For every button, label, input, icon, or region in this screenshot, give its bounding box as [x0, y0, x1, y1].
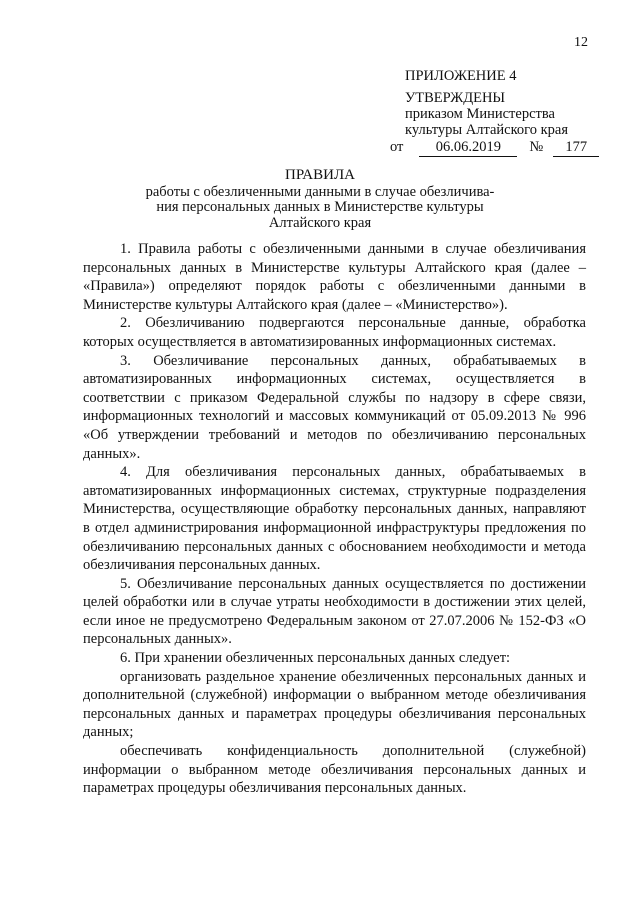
- paragraph-2: 2. Обезличиванию подвергаются персональные данные, обработка которых осуществляется в автоматизированных информационных системах.: [83, 315, 586, 350]
- order-date: 06.06.2019: [419, 139, 517, 157]
- title-line-3: Алтайского края: [268, 214, 372, 231]
- approved-label: УТВЕРЖДЕНЫ: [405, 90, 506, 106]
- paragraph-7: организовать раздельное хранение обезличенных персональных данных и дополнительной (служебной) информации о выбранном методе обезличивания персональных данных и параметрах процедуры обезличивания персональных данных;: [83, 668, 586, 741]
- paragraph-6: 6. При хранении обезличенных персональных данных следует:: [120, 650, 511, 667]
- title-line-1: работы с обезличенными данными в случае обезличива-: [145, 183, 495, 200]
- order-line-1: приказом Министерства: [405, 106, 555, 122]
- document-body: [83, 240, 586, 798]
- paragraph-1: 1. Правила работы с обезличенными данными в случае обезличивания персональных данных в Министерстве культуры Алтайского края (далее – «Правила») определяют порядок работы с обезличенными данными в Министерстве культуры Алтайского края (далее – «Министерство»).: [83, 241, 586, 313]
- annex-label: ПРИЛОЖЕНИЕ 4: [405, 68, 517, 84]
- page-number: 12: [574, 35, 588, 50]
- order-date-number: [390, 139, 599, 157]
- title-line-2: ния персональных данных в Министерстве культуры: [156, 199, 484, 215]
- order-line-2: культуры Алтайского края: [405, 122, 569, 138]
- order-number: 177: [553, 139, 599, 157]
- annex-block: [405, 68, 568, 138]
- title-heading: ПРАВИЛА: [285, 167, 355, 183]
- paragraph-4: 4. Для обезличивания персональных данных, обрабатываемых в автоматизированных информационных системах, структурные подразделения Министерства, осуществляющие обработку персональных данных, направляют в отдел администрирования информационной инфраструктуры предложения по обезличиванию персональных данных с обоснованием необходимости и метода обезличивания персональных данных.: [83, 464, 586, 574]
- number-sign: №: [529, 139, 544, 155]
- document-title: [110, 168, 530, 231]
- from-label: от: [390, 139, 404, 155]
- paragraph-3: 3. Обезличивание персональных данных, обрабатываемых в автоматизированных информационных системах, осуществляется в соответствии с приказом Федеральной службы по надзору в сфере связи, информационных технологий и массовых коммуникаций от 05.09.2013 № 996 «Об утверждении требований и методов по обезличиванию персональных данных».: [83, 352, 586, 462]
- paragraph-8: обеспечивать конфиденциальность дополнительной (служебной) информации о выбранном методе обезличивания персональных данных и параметрах процедуры обезличивания персональных данных.: [83, 743, 586, 797]
- paragraph-5: 5. Обезличивание персональных данных осуществляется по достижении целей обработки или в случае утраты необходимости в достижении этих целей, если иное не предусмотрено Федеральным законом от 27.07.2006 № 152-ФЗ «О персональных данных».: [83, 575, 586, 648]
